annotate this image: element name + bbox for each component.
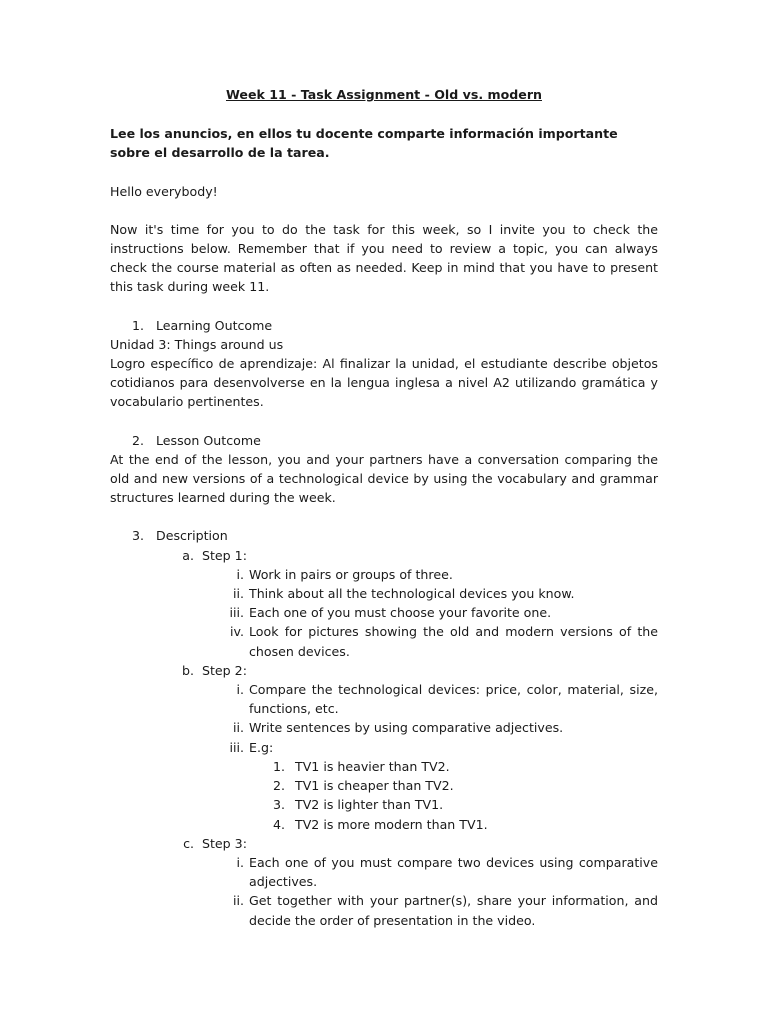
section-heading: Description xyxy=(156,528,228,544)
list-item xyxy=(110,603,658,622)
example-text: TV2 is lighter than TV1. xyxy=(295,797,444,813)
item-marker: ii. xyxy=(232,586,244,602)
list-item xyxy=(110,622,658,660)
lesson-outcome-text: At the end of the lesson, you and your partners have a conversation comparing the old and new versions of a technological device by using the vocabulary and grammar structures learned during the week. xyxy=(110,451,658,506)
intro-instruction: Lee los anuncios, en ellos tu docente comparte información importante sobre el desarrollo de la tarea. xyxy=(110,126,618,161)
item-text: Each one of you must compare two devices using comparative adjectives. xyxy=(249,854,658,890)
item-text: Look for pictures showing the old and modern versions of the chosen devices. xyxy=(249,624,658,659)
section-number: 3. xyxy=(131,528,144,544)
item-text: Work in pairs or groups of three. xyxy=(249,566,453,582)
item-text: Compare the technological devices: price, color, material, size, functions, etc. xyxy=(249,682,658,717)
example-text: TV1 is heavier than TV2. xyxy=(295,758,450,774)
section-number: 1. xyxy=(131,317,144,333)
item-marker: ii. xyxy=(232,893,244,909)
section-number: 2. xyxy=(131,432,144,448)
list-item xyxy=(110,584,658,603)
example-marker: 1. xyxy=(272,758,285,774)
example-item xyxy=(110,815,658,834)
step-2 xyxy=(110,661,658,680)
list-item xyxy=(110,718,658,737)
item-marker: i. xyxy=(236,682,244,698)
greeting: Hello everybody! xyxy=(110,183,218,199)
learning-outcome-text: Logro específico de aprendizaje: Al finalizar la unidad, el estudiante describe objetos cotidianos para desenvolverse en la lengua inglesa a nivel A2 utilizando gramática y vocabulario pertinentes. xyxy=(110,356,658,410)
example-marker: 4. xyxy=(272,816,285,832)
step-marker: a. xyxy=(182,547,194,563)
step-marker: b. xyxy=(182,662,194,678)
example-item xyxy=(110,795,658,814)
item-marker: i. xyxy=(236,854,244,870)
intro-paragraph: Now it's time for you to do the task for this week, so I invite you to check the instructions below. Remember that if you need to review a topic, you can always check the course material as often as needed. Keep in mind that you have to present this task during week 11. xyxy=(110,221,658,295)
step-label: Step 1: xyxy=(202,547,247,563)
item-text: Get together with your partner(s), share your information, and decide the order of presentation in the video. xyxy=(249,893,658,928)
item-text: E.g: xyxy=(249,739,274,755)
list-item xyxy=(110,853,658,891)
section-learning-outcome xyxy=(110,316,658,335)
example-text: TV1 is cheaper than TV2. xyxy=(295,778,454,794)
list-item xyxy=(110,565,658,584)
section-heading: Lesson Outcome xyxy=(156,432,261,448)
step-1 xyxy=(110,546,658,565)
step-label: Step 3: xyxy=(202,835,247,851)
document-body xyxy=(110,85,658,930)
section-description xyxy=(110,526,658,545)
item-text: Think about all the technological devices you know. xyxy=(249,586,575,602)
section-heading: Learning Outcome xyxy=(156,317,273,333)
example-item xyxy=(110,757,658,776)
list-item xyxy=(110,680,658,718)
example-item xyxy=(110,776,658,795)
item-marker: ii. xyxy=(232,720,244,736)
item-text: Each one of you must choose your favorite one. xyxy=(249,605,552,621)
example-text: TV2 is more modern than TV1. xyxy=(295,816,488,832)
list-item xyxy=(110,891,658,929)
example-marker: 3. xyxy=(272,797,285,813)
list-item xyxy=(110,738,658,757)
step-marker: c. xyxy=(183,835,194,851)
unit-title: Unidad 3: Things around us xyxy=(110,336,284,352)
section-lesson-outcome xyxy=(110,431,658,450)
step-3 xyxy=(110,834,658,853)
item-marker: iv. xyxy=(230,624,244,640)
item-marker: iii. xyxy=(229,739,244,755)
step-label: Step 2: xyxy=(202,662,247,678)
item-marker: iii. xyxy=(229,605,244,621)
document-title: Week 11 - Task Assignment - Old vs. modern xyxy=(225,87,542,102)
item-marker: i. xyxy=(236,566,244,582)
item-text: Write sentences by using comparative adjectives. xyxy=(249,720,564,736)
example-marker: 2. xyxy=(272,778,285,794)
